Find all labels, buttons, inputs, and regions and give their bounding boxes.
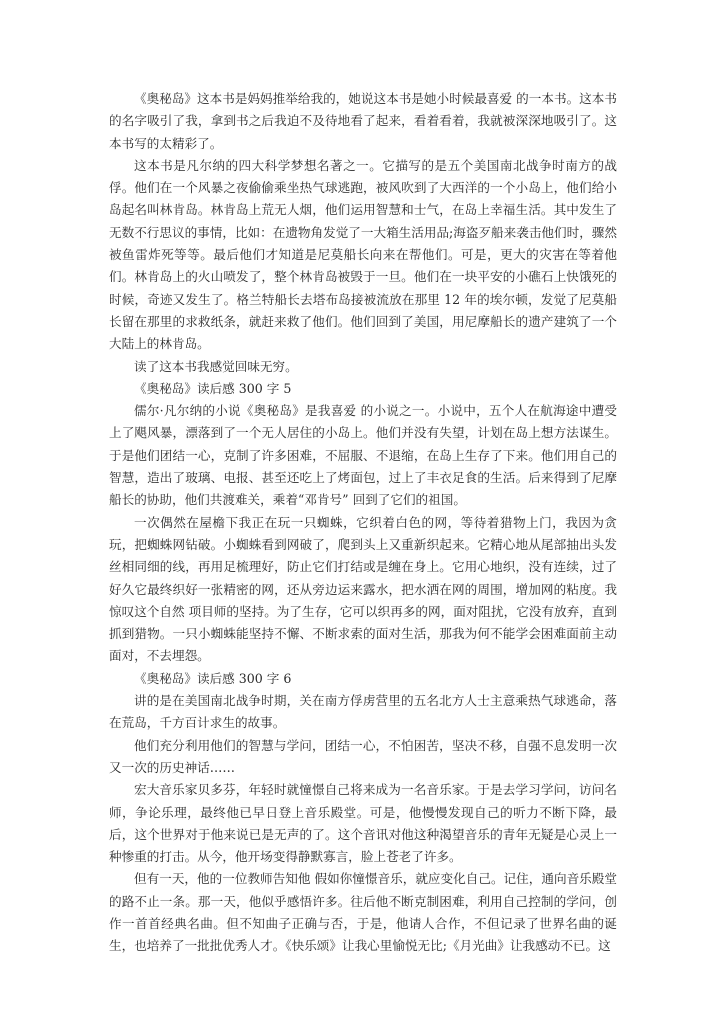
paragraph: 宏大音乐家贝多芬，年轻时就憧憬自己将来成为一名音乐家。于是去学习学问，访问名师，争论乐理，最终他已早日登上音乐殿堂。可是，他慢慢发现自己的听力不断下降，最后，这个世界对于他来说已是无声的了。这个音讯对他这种渴望音乐的青年无疑是心灵上一种惨重的打击。从今，他开场变得静默寡言，脸上苍老了许多。 [109,782,617,865]
paragraph: 这本书是凡尔纳的四大科学梦想名著之一。它描写的是五个美国南北战争时南方的战俘。他们在一个风暴之夜偷偷乘坐热气球逃跑，被风吹到了大西洋的一个小岛上，他们给小岛起名叫林肯岛。林肯岛上荒无人烟，他们运用智慧和士气，在岛上幸福生活。其中发生了无数不行思议的事情，比如：在遗物角发觉了一大箱生活用品;海盗歹船来袭击他们时，骤然被鱼雷炸死等等。最后他们才知道是尼莫船长向来在帮他们。可是，更大的灾害在等着他们。林肯岛上的火山喷发了，整个林肯岛被毁于一旦。他们在一块平安的小礁石上快饿死的时候，奇迹又发生了。格兰特船长去塔布岛接被流放在那里 12 年的埃尔顿，发觉了尼莫船长留在那里的求救纸条，就赶来救了他们。他们回到了美国，用尼摩船长的遗产建筑了一个大陆上的林肯岛。 [109,157,617,352]
paragraph: 但有一天，他的一位教师告知他 假如你憧憬音乐，就应变化自己。记住，通向音乐殿堂的路不止一条。那一天，他似乎感悟许多。往后他不断克制困难，利用自己控制的学问，创作一首首经典名曲。但不知曲子正确与否，于是，他请人合作，不但记录了世界名曲的诞生，也培养了一批批优秀人才。《快乐颂》让我心里愉悦无比;《月光曲》让我感动不已。这 [109,871,617,954]
paragraph: 读了这本书我感觉回味无穷。 [134,358,298,374]
section-title: 《奥秘岛》读后感 300 字 6 [134,670,292,686]
paragraph: 《奥秘岛》这本书是妈妈推举给我的，她说这本书是她小时候最喜爱 的一本书。这本书的名字吸引了我，拿到书之后我迫不及待地看了起来，看着看着，我就被深深地吸引了。这本书写的太精彩了。 [109,91,617,151]
paragraph: 一次偶然在屋檐下我正在玩一只蜘蛛，它织着白色的网，等待着猎物上门，我因为贪玩，把蜘蛛网钻破。小蜘蛛看到网破了，爬到头上又重新织起来。它精心地从尾部抽出头发丝相同细的线，再用足梳理好，防止它们打结或是缠在身上。它用心地织，没有连续，过了好久它最终织好一张精密的网，还从旁边运来露水，把水洒在网的周围，增加网的粘度。我惊叹这个自然 项目师的坚持。为了生存，它可以织再多的网，面对阻扰，它没有放弃，直到抓到猎物。一只小蜘蛛能坚持不懈、不断求索的面对生活，那我为何不能学会困难面前主动面对，不去埋怨。 [109,514,617,664]
section-title: 《奥秘岛》读后感 300 字 5 [134,380,292,396]
paragraph: 儒尔·凡尔纳的小说《奥秘岛》是我喜爱 的小说之一。小说中，五个人在航海途中遭受上了飓风暴，漂落到了一个无人居住的小岛上。他们并没有失望，计划在岛上想方法谋生。于是他们团结一心，克制了许多困难，不屈服、不退缩，在岛上生存了下来。他们用自己的智慧，造出了玻璃、电报、甚至还吃上了烤面包，过上了丰衣足食的生活。后来得到了尼摩船长的协助，他们共渡难关，乘着“邓肯号” 回到了它们的祖国。 [109,403,617,508]
paragraph: 他们充分利用他们的智慧与学问，团结一心，不怕困苦，坚决不移，自强不息发明一次又一次的历史神话…… [109,737,617,775]
document-page [109,88,617,958]
paragraph: 讲的是在美国南北战争时期，关在南方俘虏营里的五名北方人士主意乘热气球逃命，落在荒岛，千方百计求生的故事。 [109,693,617,731]
